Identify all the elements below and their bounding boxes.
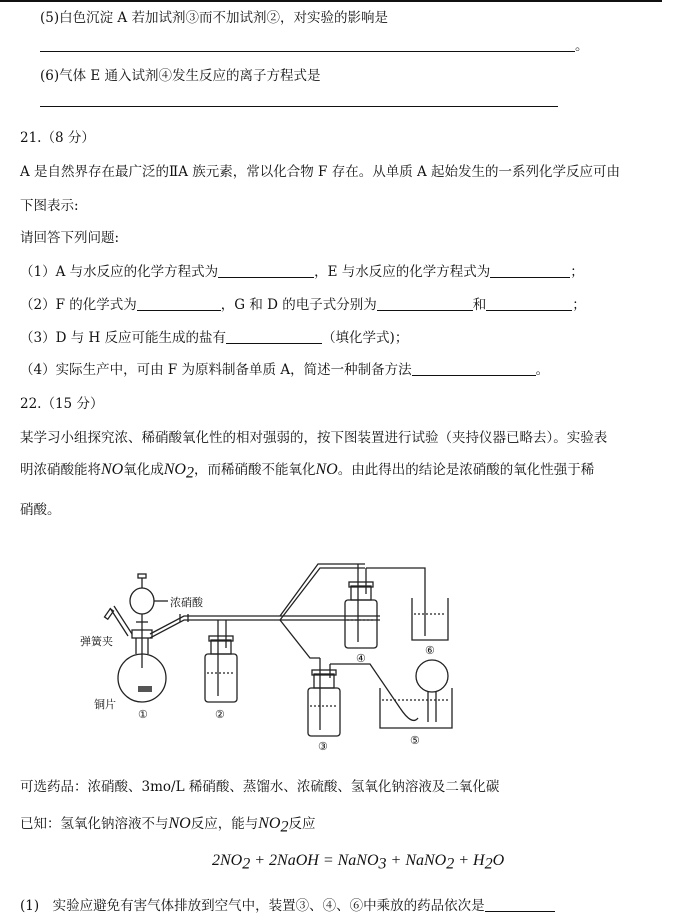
num-3: ③ [318, 740, 328, 753]
q21-ask: 请回答下列问题: [20, 230, 120, 246]
answer-blank[interactable] [412, 361, 536, 376]
num-5: ⑤ [410, 734, 420, 747]
q22-known: 已知：氢氧化钠溶液不与NO反应，能与$NO_2$反应 [20, 815, 316, 836]
answer-blank[interactable] [218, 263, 314, 278]
q21-sub1: （1）A 与水反应的化学方程式为 ，E 与水反应的化学方程式为 ； [20, 264, 584, 280]
bottle-4 [345, 600, 377, 648]
q21-sub3: （3）D 与 H 反应可能生成的盐有 （填化学式)； [20, 330, 409, 346]
num-2: ② [215, 708, 225, 721]
q22-para-2: 明浓硝酸能将NO氧化成$NO_2$，而稀硝酸不能氧化NO。由此得出的结论是浓硝酸的氧化性强于稀 [20, 461, 595, 482]
answer-blank[interactable] [490, 263, 570, 278]
answer-blank[interactable] [485, 897, 555, 912]
beaker-6 [412, 598, 448, 640]
num-1: ① [138, 708, 148, 721]
q21-intro-1: A 是自然界存在最广泛的ⅡA 族元素，常以化合物 F 存在。从单质 A 起始发生的一系列化学反应可由 [20, 164, 621, 180]
answer-blank[interactable] [486, 296, 572, 311]
q20-sub5: (5)白色沉淀 A 若加试剂③而不加试剂②，对实验的影响是 [40, 10, 388, 26]
label-acid: 浓硝酸 [170, 596, 203, 609]
q21-header: 21.（8 分） [20, 130, 95, 146]
q22-para-1: 某学习小组探究浓、稀硝酸氧化性的相对强弱的，按下图装置进行试验（夹持仪器已略去）。实验表 [20, 430, 608, 446]
q20-sub6: (6)气体 E 通入试剂④发生反应的离子方程式是 [40, 68, 321, 84]
q22-header: 22.（15 分） [20, 396, 104, 412]
q21-sub2: （2）F 的化学式为 ，G 和 D 的电子式分别为 和 ； [20, 297, 586, 313]
q22-sub1: (1) 实验应避免有害气体排放到空气中，装置③、④、⑥中乘放的药品依次是 [20, 894, 555, 914]
copper-strip [138, 686, 152, 692]
label-clip: 弹簧夹 [80, 635, 113, 648]
q20-sub6-answer[interactable] [40, 92, 558, 109]
q22-equation: $2NO_2$ + 2NaOH = NaNO$_3$ + NaNO$_2$ + $H_2O$ [212, 852, 505, 873]
q22-reagents: 可选药品：浓硝酸、3mo/L 稀硝酸、蒸馏水、浓硫酸、氢氧化钠溶液及二氧化碳 [20, 779, 500, 795]
apparatus-diagram [80, 548, 580, 753]
bottle-2 [205, 654, 237, 702]
inverted-flask [416, 660, 448, 692]
label-copper: 铜片 [94, 698, 116, 711]
answer-blank[interactable] [226, 329, 322, 344]
top-rule [0, 0, 662, 2]
q21-intro-2: 下图表示: [20, 198, 79, 214]
answer-blank[interactable] [40, 37, 575, 52]
q20-sub5-answer[interactable]: 。 [40, 34, 589, 54]
q22-para-3: 硝酸。 [20, 502, 61, 518]
funnel [130, 588, 154, 614]
answer-blank[interactable] [137, 296, 221, 311]
num-6: ⑥ [425, 644, 435, 657]
answer-blank[interactable] [377, 296, 473, 311]
q21-sub4: （4）实际生产中，可由 F 为原料制备单质 A，简述一种制备方法 。 [20, 362, 550, 378]
answer-blank[interactable] [40, 92, 558, 107]
bottle-3 [308, 688, 340, 736]
num-4: ④ [356, 652, 366, 665]
